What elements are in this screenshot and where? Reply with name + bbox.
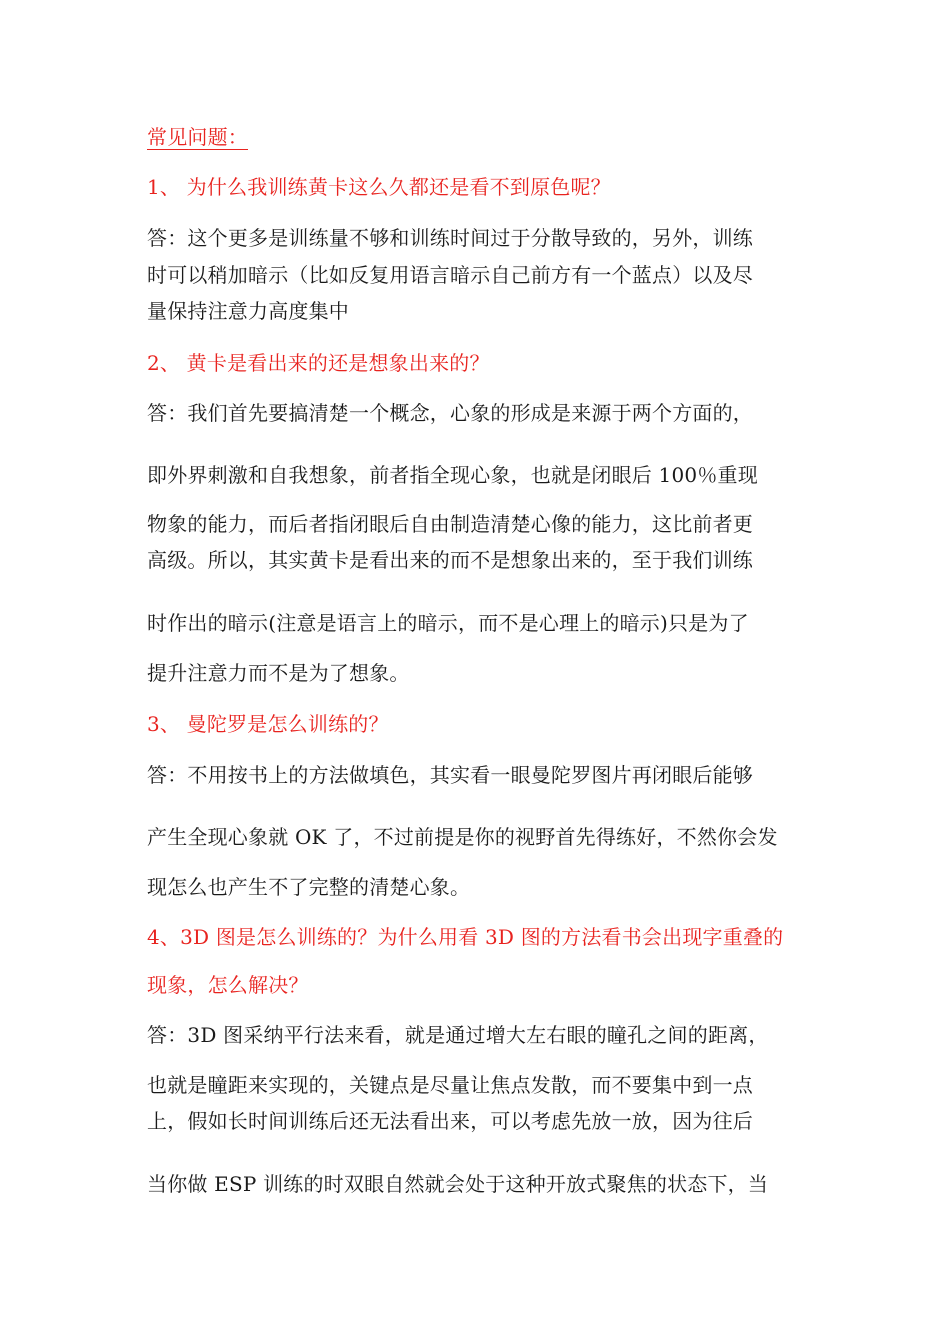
question-3: 3、 曼陀罗是怎么训练的？ bbox=[147, 712, 389, 736]
answer-3-line-3: 现怎么也产生不了完整的清楚心象。 bbox=[147, 875, 471, 899]
answer-3-line-2: 产生全现心象就 OK 了，不过前提是你的视野首先得练好，不然你会发 bbox=[147, 825, 778, 849]
answer-1-line-2: 时可以稍加暗示（比如反复用语言暗示自己前方有一个蓝点）以及尽 bbox=[147, 263, 753, 287]
answer-2-line-1: 答：我们首先要搞清楚一个概念，心象的形成是来源于两个方面的， bbox=[147, 401, 753, 425]
answer-3-line-1: 答：不用按书上的方法做填色，其实看一眼曼陀罗图片再闭眼后能够 bbox=[147, 763, 753, 787]
question-4-line-1: 4、3D 图是怎么训练的？为什么用看 3D 图的方法看书会出现字重叠的 bbox=[147, 925, 784, 949]
question-1: 1、 为什么我训练黄卡这么久都还是看不到原色呢？ bbox=[147, 175, 611, 199]
answer-4-line-2: 也就是瞳距来实现的，关键点是尽量让焦点发散，而不要集中到一点 bbox=[147, 1073, 753, 1097]
answer-4-line-1: 答：3D 图采纳平行法来看，就是通过增大左右眼的瞳孔之间的距离， bbox=[147, 1023, 769, 1047]
answer-4-line-4: 当你做 ESP 训练的时双眼自然就会处于这种开放式聚焦的状态下，当 bbox=[147, 1172, 769, 1196]
answer-2-line-5: 时作出的暗示(注意是语言上的暗示，而不是心理上的暗示)只是为了 bbox=[147, 611, 749, 635]
answer-2-line-6: 提升注意力而不是为了想象。 bbox=[147, 661, 410, 685]
question-4-line-2: 现象，怎么解决？ bbox=[147, 973, 309, 997]
faq-heading: 常见问题： bbox=[147, 125, 248, 149]
answer-2-line-3: 物象的能力，而后者指闭眼后自由制造清楚心像的能力，这比前者更 bbox=[147, 512, 753, 536]
answer-1-line-1: 答：这个更多是训练量不够和训练时间过于分散导致的，另外，训练 bbox=[147, 226, 753, 250]
answer-2-line-2: 即外界刺激和自我想象，前者指全现心象，也就是闭眼后 100％重现 bbox=[147, 463, 758, 487]
answer-2-line-4: 高级。所以，其实黄卡是看出来的而不是想象出来的，至于我们训练 bbox=[147, 548, 753, 572]
question-2: 2、 黄卡是看出来的还是想象出来的？ bbox=[147, 351, 490, 375]
answer-4-line-3: 上，假如长时间训练后还无法看出来，可以考虑先放一放，因为往后 bbox=[147, 1109, 753, 1133]
answer-1-line-3: 量保持注意力高度集中 bbox=[147, 299, 349, 323]
